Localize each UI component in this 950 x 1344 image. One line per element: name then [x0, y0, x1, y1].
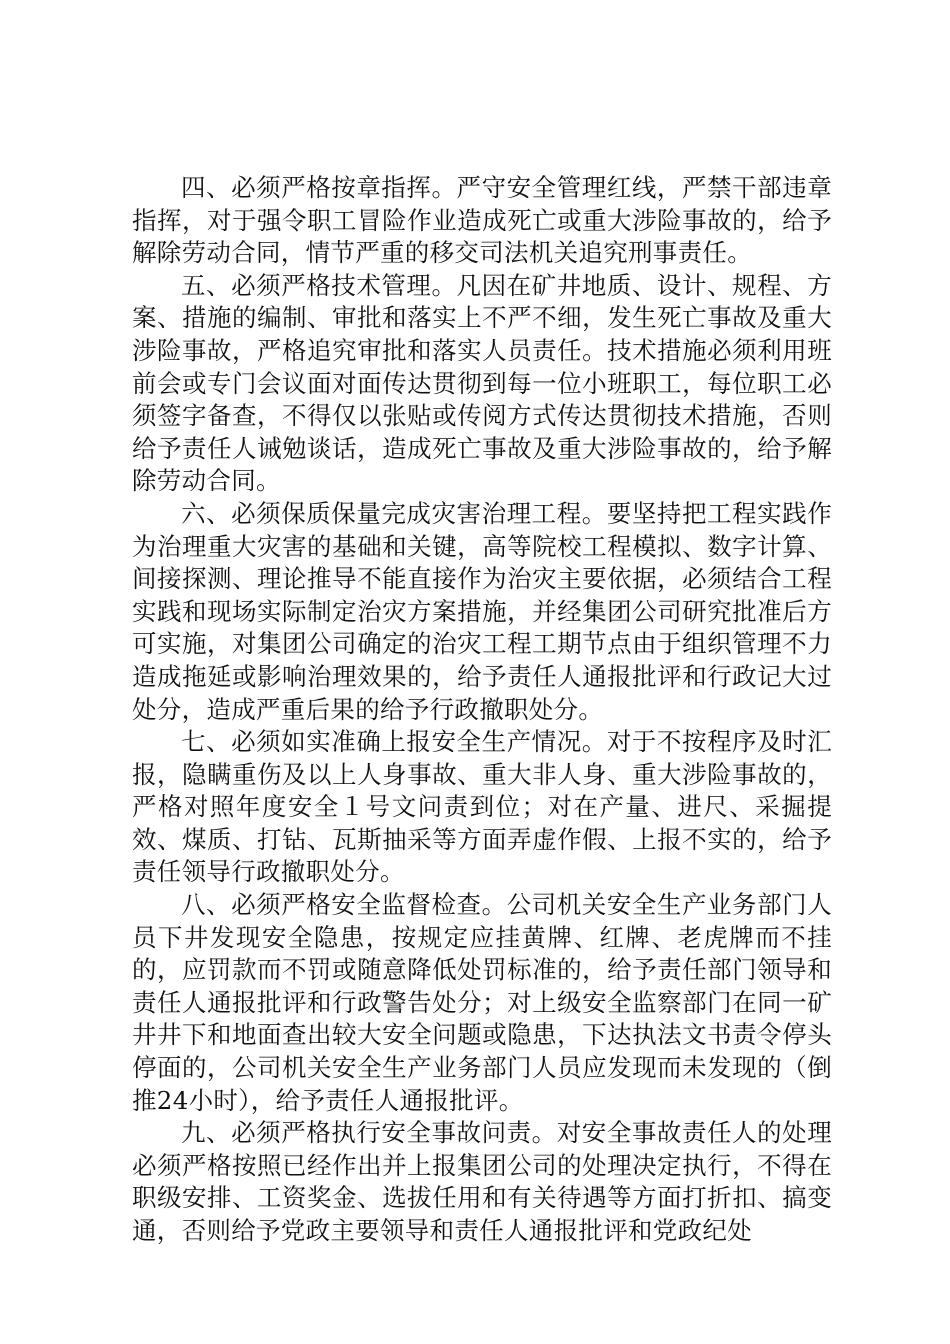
paragraph-item-4: 四、必须严格按章指挥。严守安全管理红线，严禁干部违章指挥，对于强令职工冒险作业造成死亡或重大涉险事故的，给予解除劳动合同，情节严重的移交司法机关追究刑事责任。	[132, 173, 832, 268]
paragraph-item-5: 五、必须严格技术管理。凡因在矿井地质、设计、规程、方案、措施的编制、审批和落实上不严不细，发生死亡事故及重大涉险事故，严格追究审批和落实人员责任。技术措施必须利用班前会或专门会议面对面传达贯彻到每一位小班职工，每位职工必须签字备查，不得仅以张贴或传阅方式传达贯彻技术措施，否则给予责任人诫勉谈话，造成死亡事故及重大涉险事故的，给予解除劳动合同。	[132, 270, 832, 496]
paragraph-item-8: 八、必须严格安全监督检查。公司机关安全生产业务部门人员下井发现安全隐患，按规定应挂黄牌、红牌、老虎牌而不挂的，应罚款而不罚或随意降低处罚标准的，给予责任部门领导和责任人通报批评和行政警告处分；对上级安全监察部门在同一矿井井下和地面查出较大安全问题或隐患，下达执法文书责令停头停面的，公司机关安全生产业务部门人员应发现而未发现的（倒推24小时），给予责任人通报批评。	[132, 890, 832, 1115]
paragraph-item-9: 九、必须严格执行安全事故问责。对安全事故责任人的处理必须严格按照已经作出并上报集团公司的处理决定执行，不得在职级安排、工资奖金、选拔任用和有关待遇等方面打折扣、搞变通，否则给予党政主要领导和责任人通报批评和党政纪处	[132, 1118, 832, 1245]
paragraph-item-7: 七、必须如实准确上报安全生产情况。对于不按程序及时汇报，隐瞒重伤及以上人身事故、重大非人身、重大涉险事故的，严格对照年度安全１号文问责到位；对在产量、进尺、采掘提效、煤质、打钻、瓦斯抽采等方面弄虚作假、上报不实的，给予责任领导行政撤职处分。	[132, 727, 832, 887]
paragraph-item-6: 六、必须保质保量完成灾害治理工程。要坚持把工程实践作为治理重大灾害的基础和关键，高等院校工程模拟、数字计算、间接探测、理论推导不能直接作为治灾主要依据，必须结合工程实践和现场实际制定治灾方案措施，并经集团公司研究批准后方可实施，对集团公司确定的治灾工程工期节点由于组织管理不力造成拖延或影响治理效果的，给予责任人通报批评和行政记大过处分，造成严重后果的给予行政撤职处分。	[132, 498, 832, 724]
document-body	[132, 172, 832, 1248]
